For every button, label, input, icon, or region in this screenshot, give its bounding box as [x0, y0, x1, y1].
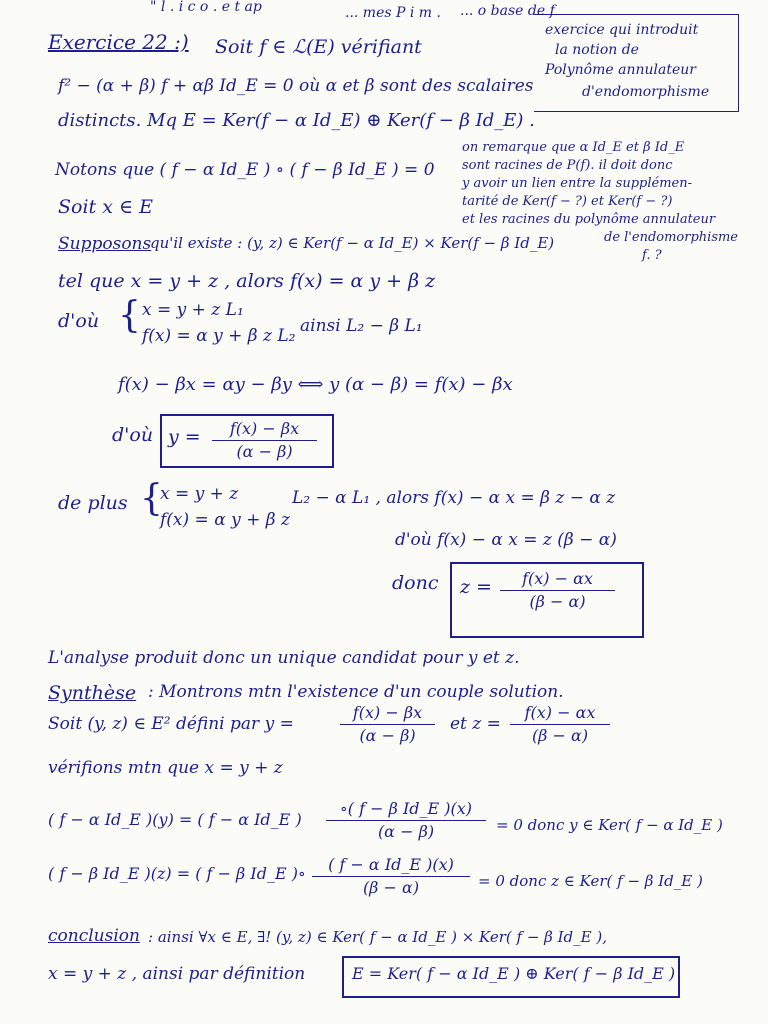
top-fragment-a: " l . i c o . e t ap [150, 0, 262, 15]
system-brace-2: { [140, 478, 163, 519]
donc-label: donc [392, 572, 439, 594]
doui-3: d'où f(x) − α x = z (β − α) [395, 530, 617, 550]
system-brace-1: { [118, 295, 141, 336]
z-denominator: (β − α) [529, 591, 586, 611]
ainsi-combination: ainsi L₂ − β L₁ [300, 316, 423, 336]
verification-2-left: ( f − β Id_E )(z) = ( f − β Id_E )∘ [48, 864, 306, 883]
doui-1: d'où [58, 310, 100, 332]
analysis-conclusion: L'analyse produit donc un unique candidat pour y et z. [48, 648, 520, 668]
side-note-line1: exercice qui introduit [545, 22, 699, 38]
synthese-soit: Soit (y, z) ∈ E² défini par y = [48, 714, 294, 734]
system2-line1: x = y + z [160, 484, 239, 504]
notons-line: Notons que ( f − α Id_E ) ∘ ( f − β Id_E ) = 0 [55, 160, 435, 180]
remark-line-3: y avoir un lien entre la supplémen- [462, 176, 692, 191]
supposons-text: qu'il existe : (y, z) ∈ Ker(f − α Id_E) × Ker(f − β Id_E) [150, 234, 555, 252]
l2-alpha-l1: L₂ − α L₁ , alors f(x) − α x = β z − α z [292, 488, 616, 508]
synthese-text: : Montrons mtn l'existence d'un couple solution. [148, 682, 564, 702]
remark-line-7: f. ? [642, 248, 662, 263]
remark-line-5: et les racines du polynôme annulateur [462, 212, 716, 227]
side-note-line3: Polynôme annulateur [545, 62, 696, 78]
goal-statement: distincts. Mq E = Ker(f − α Id_E) ⊕ Ker(f − β Id_E) . [58, 110, 535, 131]
verification-2-numerator: ( f − α Id_E )(x) [328, 855, 454, 874]
system2-line2: f(x) = α y + β z [160, 510, 290, 530]
supposons-label: Supposons [58, 234, 152, 254]
synthese-y-fraction [340, 704, 435, 744]
synthese-label: Synthèse [48, 682, 137, 704]
remark-line-4: tarité de Ker(f − ?) et Ker(f − ?) [462, 194, 673, 209]
verification-1-fraction [326, 800, 486, 840]
verification-1-numerator: ∘( f − β Id_E )(x) [339, 799, 473, 818]
conclusion-label: conclusion [48, 926, 140, 946]
synthese-y-denominator: (α − β) [359, 725, 416, 745]
system1-line1: x = y + z L₁ [142, 300, 244, 320]
synthese-et-z: et z = [450, 714, 501, 734]
verification-2-fraction [312, 856, 470, 896]
y-denominator: (α − β) [236, 441, 293, 461]
top-fragment-b: ... mes P i m . [345, 5, 441, 21]
remark-line-1: on remarque que α Id_E et β Id_E [462, 140, 685, 155]
remark-line-6: de l'endomorphisme [604, 230, 739, 245]
remark-line-2: sont racines de P(f). il doit donc [462, 158, 673, 173]
exercise-title: Exercice 22 :) [48, 30, 189, 54]
soit-x: Soit x ∈ E [58, 196, 153, 218]
synthese-z-fraction [510, 704, 610, 744]
telque-line: tel que x = y + z , alors f(x) = α y + β z [58, 270, 436, 292]
conclusion-text: : ainsi ∀x ∈ E, ∃! (y, z) ∈ Ker( f − α Id_E ) × Ker( f − β Id_E ), [148, 928, 607, 946]
z-fraction [500, 570, 615, 610]
conclusion-last: x = y + z , ainsi par définition [48, 964, 306, 984]
deplus-label: de plus [58, 492, 128, 514]
top-fragment-c: ... o base de f [460, 3, 555, 19]
equation-1: f(x) − βx = αy − βy ⟺ y (α − β) = f(x) − βx [118, 374, 513, 395]
y-numerator: f(x) − βx [229, 419, 300, 438]
side-note-line2: la notion de [555, 42, 639, 58]
system1-line2: f(x) = α y + β z L₂ [142, 326, 296, 346]
synthese-z-numerator: f(x) − αx [524, 703, 596, 722]
y-equals: y = [168, 426, 201, 448]
verification-2-denominator: (β − α) [362, 877, 420, 897]
z-equals: z = [460, 576, 492, 598]
verification-2-right: = 0 donc z ∈ Ker( f − β Id_E ) [478, 872, 703, 890]
synthese-z-denominator: (β − α) [531, 725, 589, 745]
doui-2: d'où [112, 424, 154, 446]
synthese-y-numerator: f(x) − βx [352, 703, 423, 722]
statement: Soit f ∈ ℒ(E) vérifiant [215, 36, 422, 58]
y-fraction [212, 420, 317, 460]
verification-1-left: ( f − α Id_E )(y) = ( f − α Id_E ) [48, 810, 302, 829]
final-result: E = Ker( f − α Id_E ) ⊕ Ker( f − β Id_E ) [352, 964, 676, 983]
verification-1-denominator: (α − β) [377, 821, 435, 841]
z-numerator: f(x) − αx [522, 569, 593, 588]
verifions-line: vérifions mtn que x = y + z [48, 758, 283, 778]
side-note-line4: d'endomorphisme [582, 84, 710, 100]
verification-1-right: = 0 donc y ∈ Ker( f − α Id_E ) [496, 816, 723, 834]
annulator-equation: f² − (α + β) f + αβ Id_E = 0 où α et β sont des scalaires [58, 76, 534, 96]
